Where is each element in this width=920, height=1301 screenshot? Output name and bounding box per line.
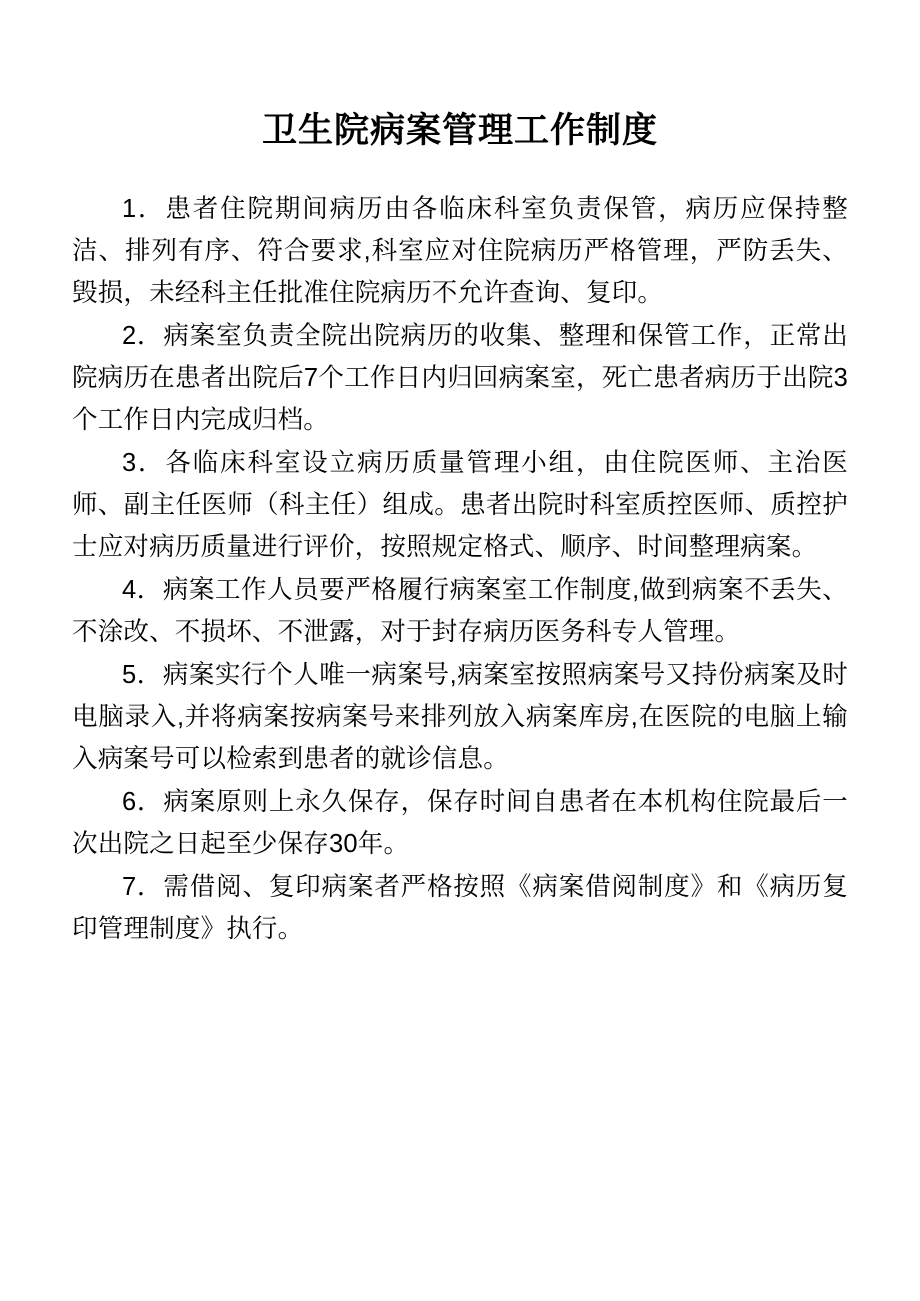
paragraph-4: 4．病案工作人员要严格履行病案室工作制度,做到病案不丢失、不涂改、不损坏、不泄露，对于封存病历医务科专人管理。 bbox=[72, 575, 848, 646]
paragraph-7: 7．需借阅、复印病案者严格按照《病案借阅制度》和《病历复印管理制度》执行。 bbox=[72, 872, 848, 943]
paragraph-5: 5．病案实行个人唯一病案号,病案室按照病案号又持份病案及时电脑录入,并将病案按病案号来排列放入病案库房,在医院的电脑上输入病案号可以检索到患者的就诊信息。 bbox=[72, 660, 848, 773]
document-body bbox=[72, 188, 848, 950]
paragraph-6: 6．病案原则上永久保存，保存时间自患者在本机构住院最后一次出院之日起至少保存30年。 bbox=[72, 787, 848, 858]
page-title: 卫生院病案管理工作制度 bbox=[261, 111, 658, 150]
paragraph-2: 2．病案室负责全院出院病历的收集、整理和保管工作，正常出院病历在患者出院后7个工作日内归回病案室，死亡患者病历于出院3个工作日内完成归档。 bbox=[72, 321, 848, 434]
paragraph-3: 3．各临床科室设立病历质量管理小组，由住院医师、主治医师、副主任医师（科主任）组成。患者出院时科室质控医师、质控护士应对病历质量进行评价，按照规定格式、顺序、时间整理病案。 bbox=[72, 448, 848, 561]
paragraph-1: 1．患者住院期间病历由各临床科室负责保管，病历应保持整洁、排列有序、符合要求,科室应对住院病历严格管理，严防丢失、毁损，未经科主任批准住院病历不允许查询、复印。 bbox=[72, 194, 848, 307]
